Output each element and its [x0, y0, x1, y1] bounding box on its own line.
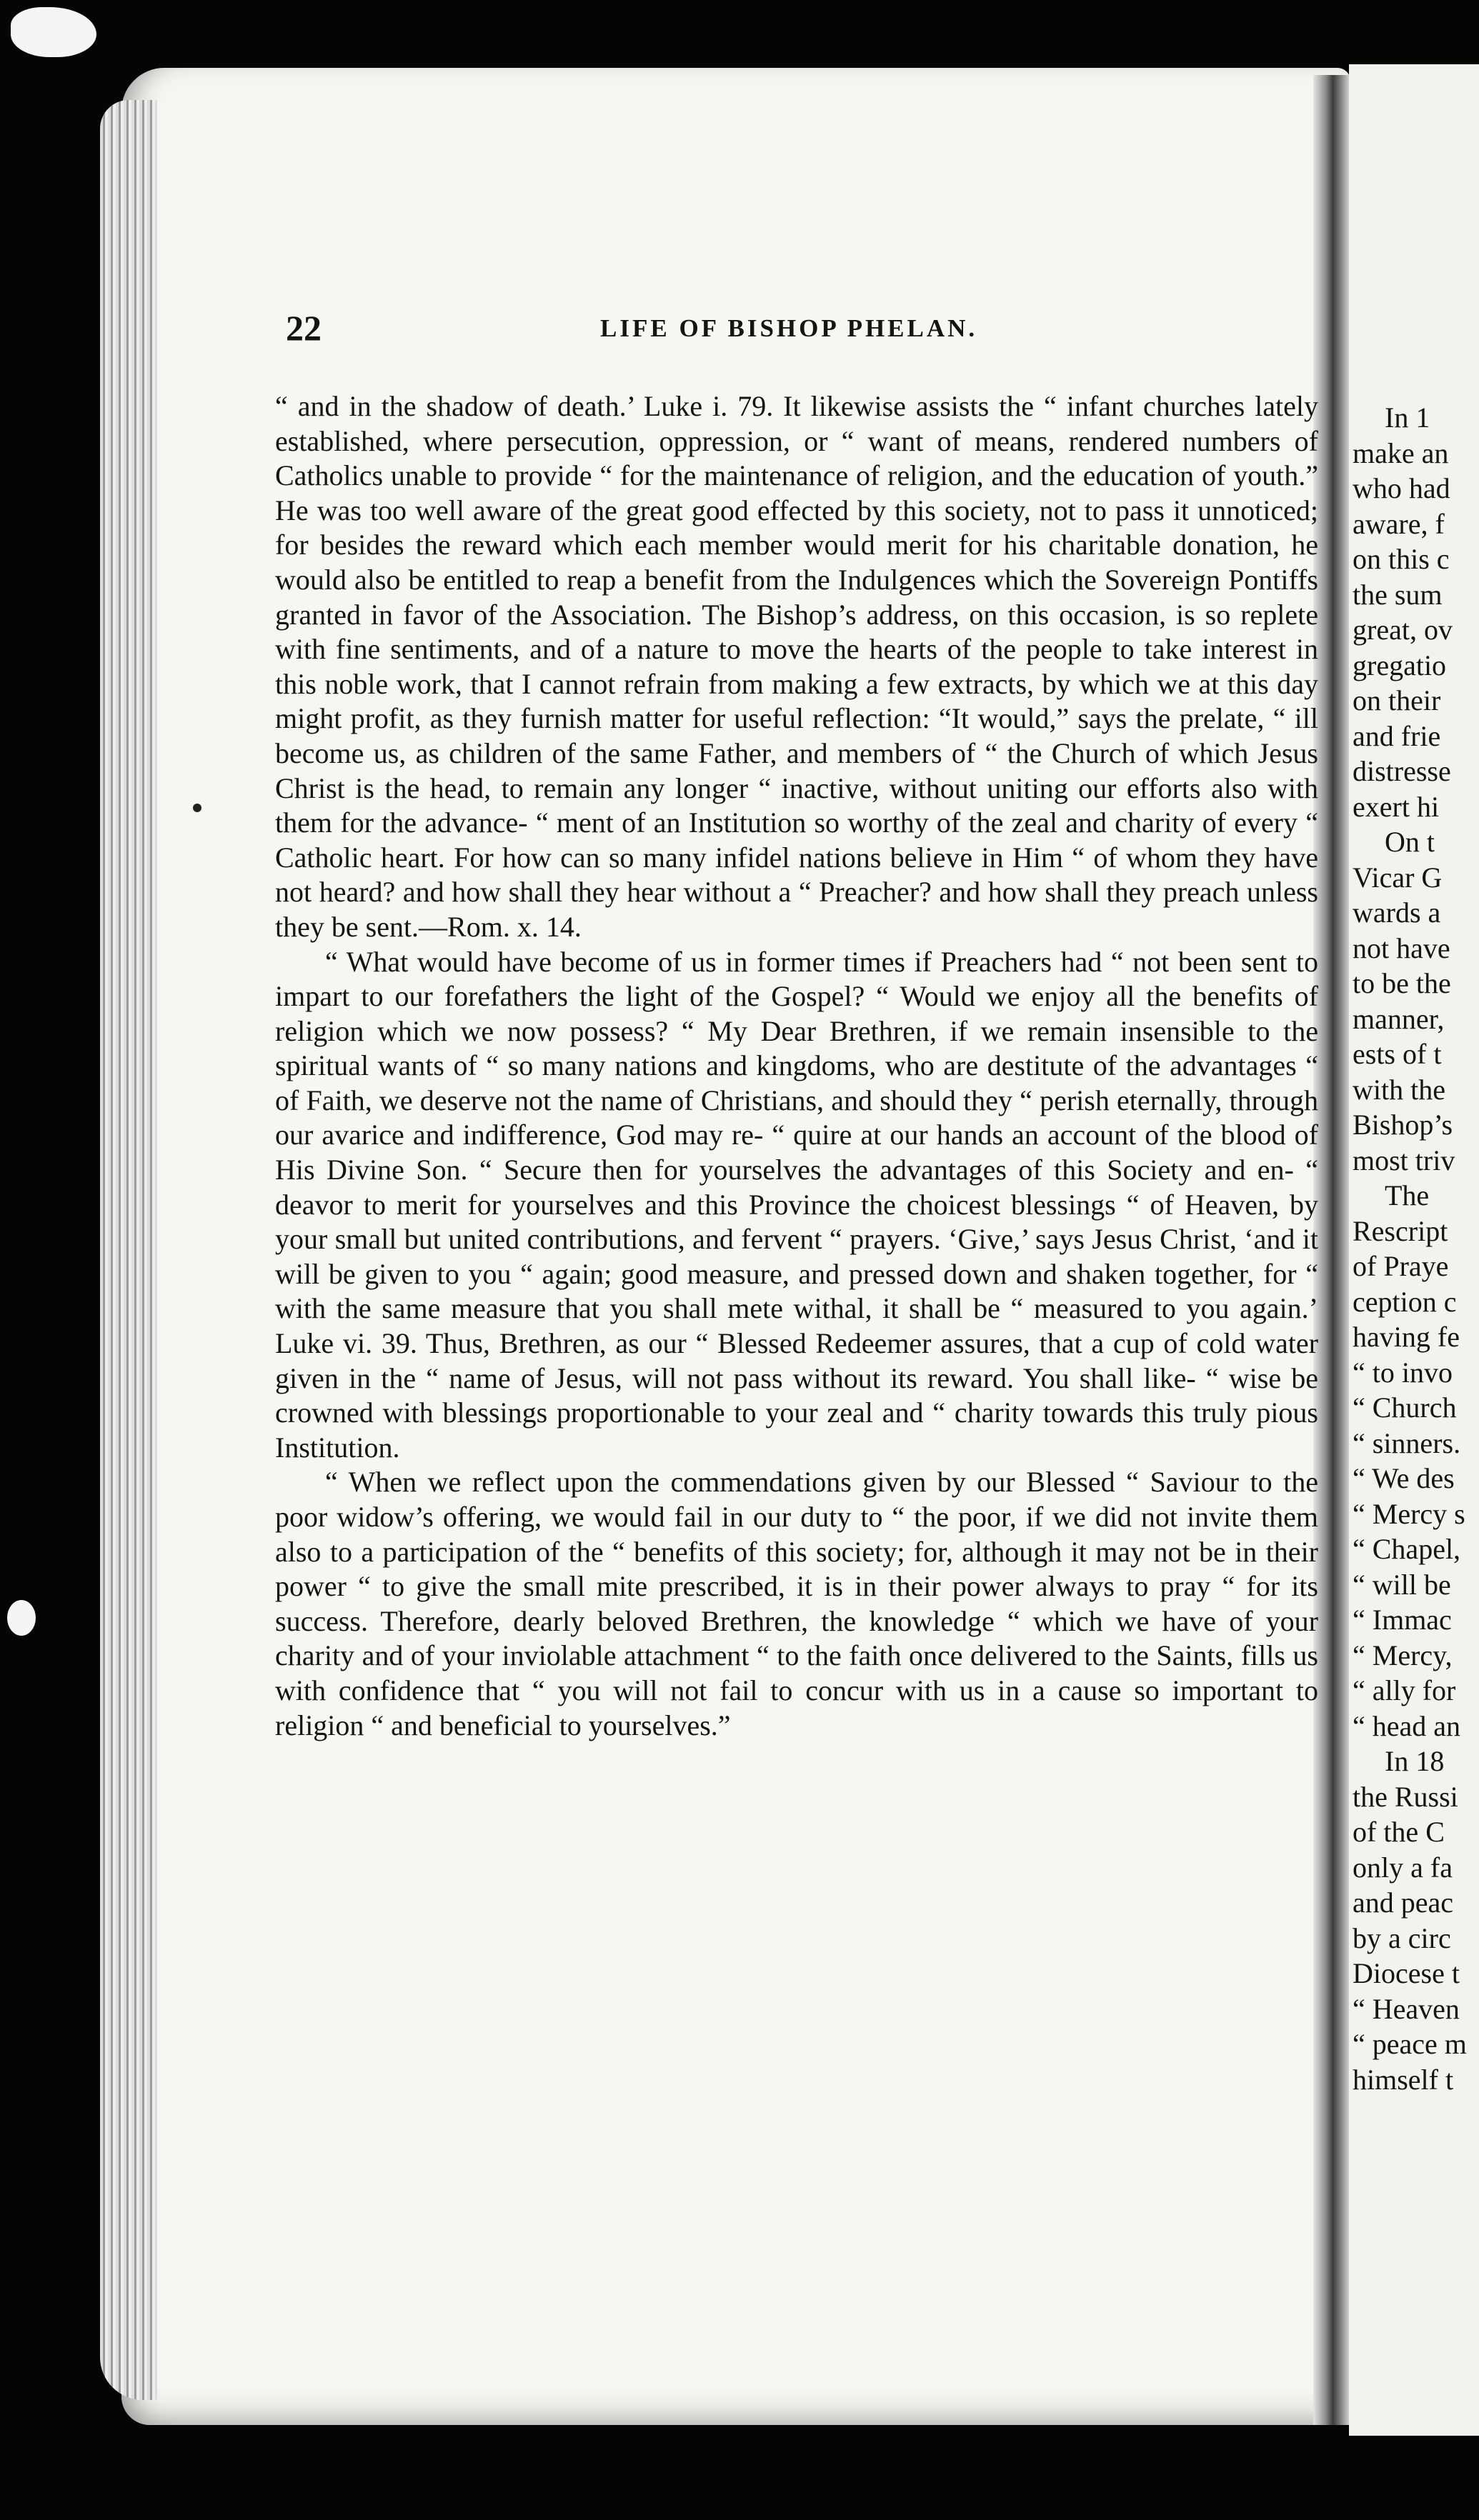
- right-page-line: on their: [1353, 684, 1441, 716]
- right-page-line: “ Heaven: [1353, 1992, 1460, 2025]
- right-page-line: “ head an: [1353, 1709, 1461, 1742]
- right-page-line: make an: [1353, 436, 1449, 469]
- right-page-line: and frie: [1353, 719, 1441, 752]
- right-page-line: only a fa: [1353, 1851, 1453, 1884]
- paragraph: “ and in the shadow of death.’ Luke i. 79. It likewise assists the “ infant churches lately established, where persecution, oppression, or “ want of means, rendered numbers of Catholics unable to provide “ for the maintenance of religion, and the education of youth.” He was too well aware of the great good effected by this society, not to pass it unnoticed; for besides the reward which each member would merit for his charitable donation, he would also be entitled to reap a benefit from the Indulgences which the Sovereign Pontiffs granted in favor of the Association. The Bishop’s address, on this occasion, is so replete with fine sentiments, and of a nature to move the hearts of the people to take interest in this noble work, that I cannot refrain from making a few extracts, by which we at this day might profit, as they furnish matter for useful reflection: “It would,” says the prelate, “ ill become us, as children of the same Father, and members of “ the Church of which Jesus Christ is the head, to remain any longer “ inactive, without uniting our efforts also with them for the advance- “ ment of an Institution so worthy of the zeal and charity of every “ Catholic heart. For how can so many infidel nations believe in Him “ of whom they have not heard? and how shall they hear without a “ Preacher? and how shall they preach unless they be sent.—Rom. x. 14.: [275, 390, 1318, 943]
- ink-speck: [193, 804, 201, 812]
- right-page-line: and peac: [1353, 1886, 1454, 1919]
- page-header: [286, 307, 1315, 364]
- right-page-line: “ Mercy,: [1353, 1639, 1453, 1671]
- right-page-line: distresse: [1353, 755, 1451, 787]
- right-page-line: “ will be: [1353, 1568, 1451, 1601]
- right-page-line: The: [1385, 1179, 1430, 1211]
- body-text: [275, 389, 1318, 1743]
- right-page-line: not have: [1353, 931, 1450, 964]
- paragraph: “ When we reflect upon the commendations given by our Blessed “ Saviour to the poor widow’s offering, we would fail in our duty to “ the poor, if we did not invite them also to a participation of the “ benefits of this society; for, although it may not be in their power “ to give the small mite prescribed, it is in their power always to pray “ for its success. Therefore, dearly beloved Brethren, the knowledge “ which we have of your charity and of your inviolable attachment “ to the faith once delivered to the Saints, fills us with confidence that “ you will not fail to concur with us in a cause so important to religion “ and beneficial to yourselves.”: [275, 1466, 1318, 1741]
- paper-fragment: [7, 1600, 36, 1636]
- right-page-line: In 18: [1385, 1745, 1445, 1777]
- right-page-line: gregatio: [1353, 649, 1447, 681]
- right-page-line: Rescript: [1353, 1214, 1448, 1247]
- right-page-line: “ Chapel,: [1353, 1533, 1461, 1565]
- paragraph: “ What would have become of us in former times if Preachers had “ not been sent to impart to our forefathers the light of the Gospel? “ Would we enjoy all the benefits of religion which we now possess? “ My Dear Brethren, if we remain insensible to the spiritual wants of “ so many nations and kingdoms, who are destitute of the advantages “ of Faith, we deserve not the name of Christians, and should they “ perish eternally, through our avarice and indifference, God may re- “ quire at our hands an account of the blood of His Divine Son. “ Secure then for yourselves the advantages of this Society and en- “ deavor to merit for yourselves and this Province the choicest blessings “ of Heaven, by your small but united contributions, and fervent “ prayers. ‘Give,’ says Jesus Christ, ‘and it will be given to you “ again; good measure, and pressed down and shaken together, for “ with the same measure that you shall mete withal, it shall be “ measured to you again.’ Luke vi. 39. Thus, Brethren, as our “ Blessed Redeemer assures, that a cup of cold water given in the “ name of Jesus, will not pass without its reward. You shall like- “ wise be crowned with blessings proportionable to your zeal and “ charity towards this truly pious Institution.: [275, 945, 1318, 1464]
- right-page-line: having fe: [1353, 1321, 1460, 1353]
- right-page-line: with the: [1353, 1073, 1445, 1106]
- paper-fragment: [11, 7, 96, 57]
- right-page-line: “ We des: [1353, 1462, 1455, 1494]
- right-page-line: “ ally for: [1353, 1674, 1456, 1706]
- page-edges: [100, 100, 157, 2400]
- right-page-line: the Russi: [1353, 1780, 1458, 1813]
- right-page-line: by a circ: [1353, 1921, 1451, 1954]
- right-page-line: Diocese t: [1353, 1957, 1460, 1989]
- page-number: 22: [286, 308, 322, 348]
- running-title: LIFE OF BISHOP PHELAN.: [600, 314, 978, 342]
- right-page-line: Vicar G: [1353, 861, 1443, 894]
- right-page-line: “ peace m: [1353, 2028, 1467, 2060]
- right-page-line: the sum: [1353, 578, 1443, 611]
- right-page-line: wards a: [1353, 896, 1441, 929]
- right-page-line: exert hi: [1353, 790, 1440, 823]
- right-page-line: In 1: [1385, 401, 1430, 434]
- right-page-line: Bishop’s: [1353, 1109, 1453, 1141]
- right-page-line: “ Mercy s: [1353, 1497, 1465, 1530]
- right-page-line: ests of t: [1353, 1038, 1442, 1070]
- right-page-line: “ to invo: [1353, 1356, 1453, 1389]
- right-page-line: aware, f: [1353, 507, 1445, 540]
- right-page-text: [1353, 400, 1479, 2293]
- right-page-line: on this c: [1353, 543, 1450, 575]
- right-page-line: who had: [1353, 472, 1450, 504]
- right-page-line: “ Church: [1353, 1391, 1457, 1424]
- book-gutter: [1313, 75, 1349, 2425]
- right-page-line: “ Immac: [1353, 1604, 1452, 1636]
- right-page-line: On t: [1385, 826, 1435, 858]
- right-page-line: of Praye: [1353, 1250, 1449, 1282]
- right-page-line: ception c: [1353, 1285, 1457, 1318]
- right-page-line: great, ov: [1353, 614, 1453, 646]
- right-page-line: most triv: [1353, 1144, 1455, 1176]
- right-page-line: himself t: [1353, 2063, 1454, 2096]
- right-page-line: of the C: [1353, 1816, 1445, 1848]
- right-page-line: “ sinners.: [1353, 1426, 1461, 1459]
- right-page-line: manner,: [1353, 1002, 1445, 1035]
- right-page-line: to be the: [1353, 967, 1451, 999]
